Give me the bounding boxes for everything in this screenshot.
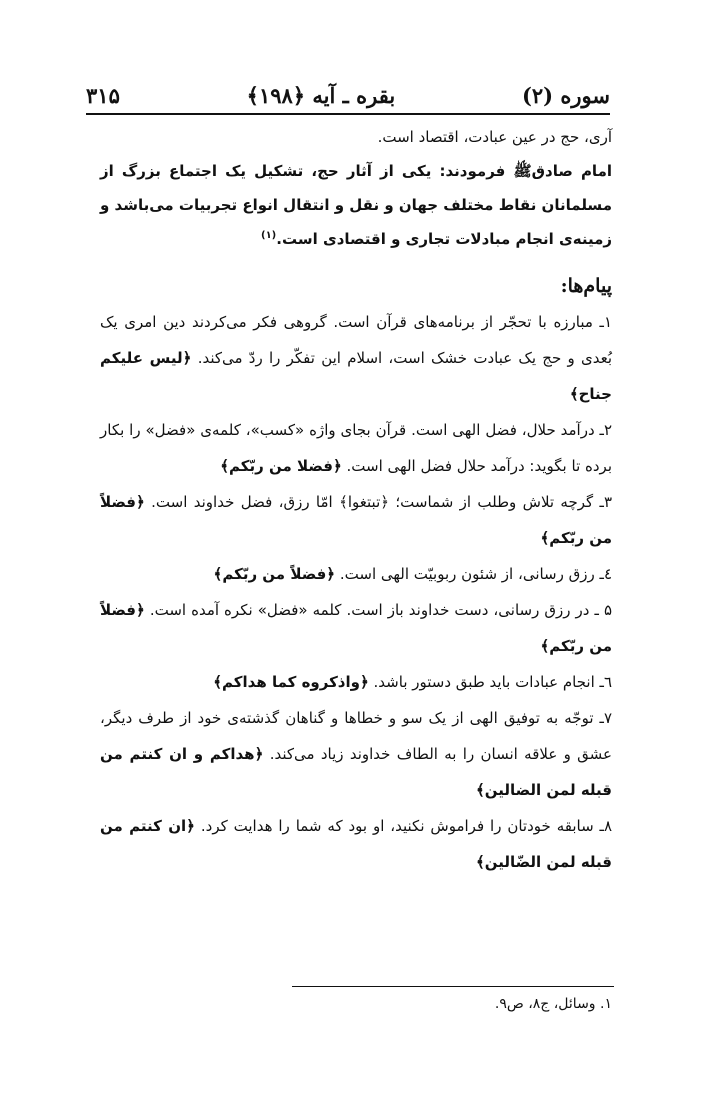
quran-quote: ﴿هداکم و ان کنتم من قبله لمن الضالین﴾: [100, 745, 612, 799]
quran-quote: ﴿ان کنتم من قبله لمن الضّالین﴾: [100, 817, 612, 871]
quran-quote: ﴿واذکروه کما هداکم﴾: [213, 673, 369, 691]
surah-label: سوره (۲): [521, 82, 610, 108]
message-text: ٤ـ رزق رسانی، از شئون ربوبیّت الهی است.: [335, 565, 612, 583]
page-body: [100, 120, 612, 880]
message-item: [100, 664, 612, 700]
hadith-paragraph: [100, 154, 612, 256]
quran-quote: ﴿لیس علیکم جناح﴾: [100, 349, 612, 403]
message-item: [100, 808, 612, 880]
honorific-symbol-icon: ﷺ: [513, 162, 532, 180]
quran-quote: ﴿فضلا من ربّکم﴾: [220, 457, 342, 475]
message-text: ۵ ـ در رزق رسانی، دست خداوند باز است. کلمه «فضل» نکره آمده است.: [144, 601, 612, 619]
message-text: ۱ـ مبارزه با تحجّر از برنامه‌های قرآن است. گروهی فکر می‌کردند دین امری یک بُعدی و حج یک عبادت خشک است، اسلام این تفکّر را ردّ می‌کند.: [100, 313, 612, 367]
footnote-reference: (۱): [260, 230, 277, 241]
message-text: ۸ـ سابقه خودتان را فراموش نکنید، او بود که شما را هدایت کرد.: [194, 817, 612, 835]
message-text: ٦ـ انجام عبادات باید طبق دستور باشد.: [368, 673, 612, 691]
quran-quote: ﴿فضلاً من ربّکم﴾: [213, 565, 336, 583]
hadith-after: فرمودند: یکی از آثار حج، تشکیل یک اجتماع بزرگ از مسلمانان نقاط مختلف جهان و نقل و انتقال انواع تجربیات می‌باشد و زمینه‌ی انجام مبادلات تجاری و اقتصادی است.: [100, 162, 612, 248]
message-text: ۳ـ گرچه تلاش وطلب از شماست؛ ﴿تبتغوا﴾ امّا رزق، فضل خداوند است.: [144, 493, 612, 511]
message-item: [100, 304, 612, 412]
message-item: [100, 484, 612, 556]
header-divider: [86, 113, 610, 115]
message-item: [100, 556, 612, 592]
message-text: ۲ـ درآمد حلال، فضل الهی است. قرآن بجای واژه «کسب»، کلمه‌ی «فضل» را بکار برده تا بگوید: درآمد حلال فضل الهی است.: [100, 421, 612, 475]
message-item: [100, 592, 612, 664]
page-number: ۳۱۵: [86, 82, 120, 108]
intro-line: آری، حج در عین عبادت، اقتصاد است.: [377, 128, 612, 146]
message-item: [100, 700, 612, 808]
message-item: [100, 412, 612, 484]
message-text: ۷ـ توجّه به توفیق الهی از یک سو و خطاها و گناهان گذشته‌ی خود از طرف دیگر، عشق و علاقه انسان را به الطاف خداوند زیاد می‌کند.: [100, 709, 612, 763]
footnote: ۱. وسائل، ج۸، ص۹.: [494, 996, 612, 1012]
footnote-divider: [292, 986, 614, 987]
quran-quote: ﴿فضلاً من ربّکم﴾: [100, 601, 612, 655]
quran-quote: ﴿فضلاً من ربّکم﴾: [100, 493, 612, 547]
hadith-before: امام صادق: [531, 162, 612, 180]
messages-title: پیام‌ها:: [560, 275, 612, 297]
chapter-verse-title: بقره ـ آیه ﴿۱۹۸﴾: [246, 82, 396, 108]
page-header: [86, 80, 610, 110]
